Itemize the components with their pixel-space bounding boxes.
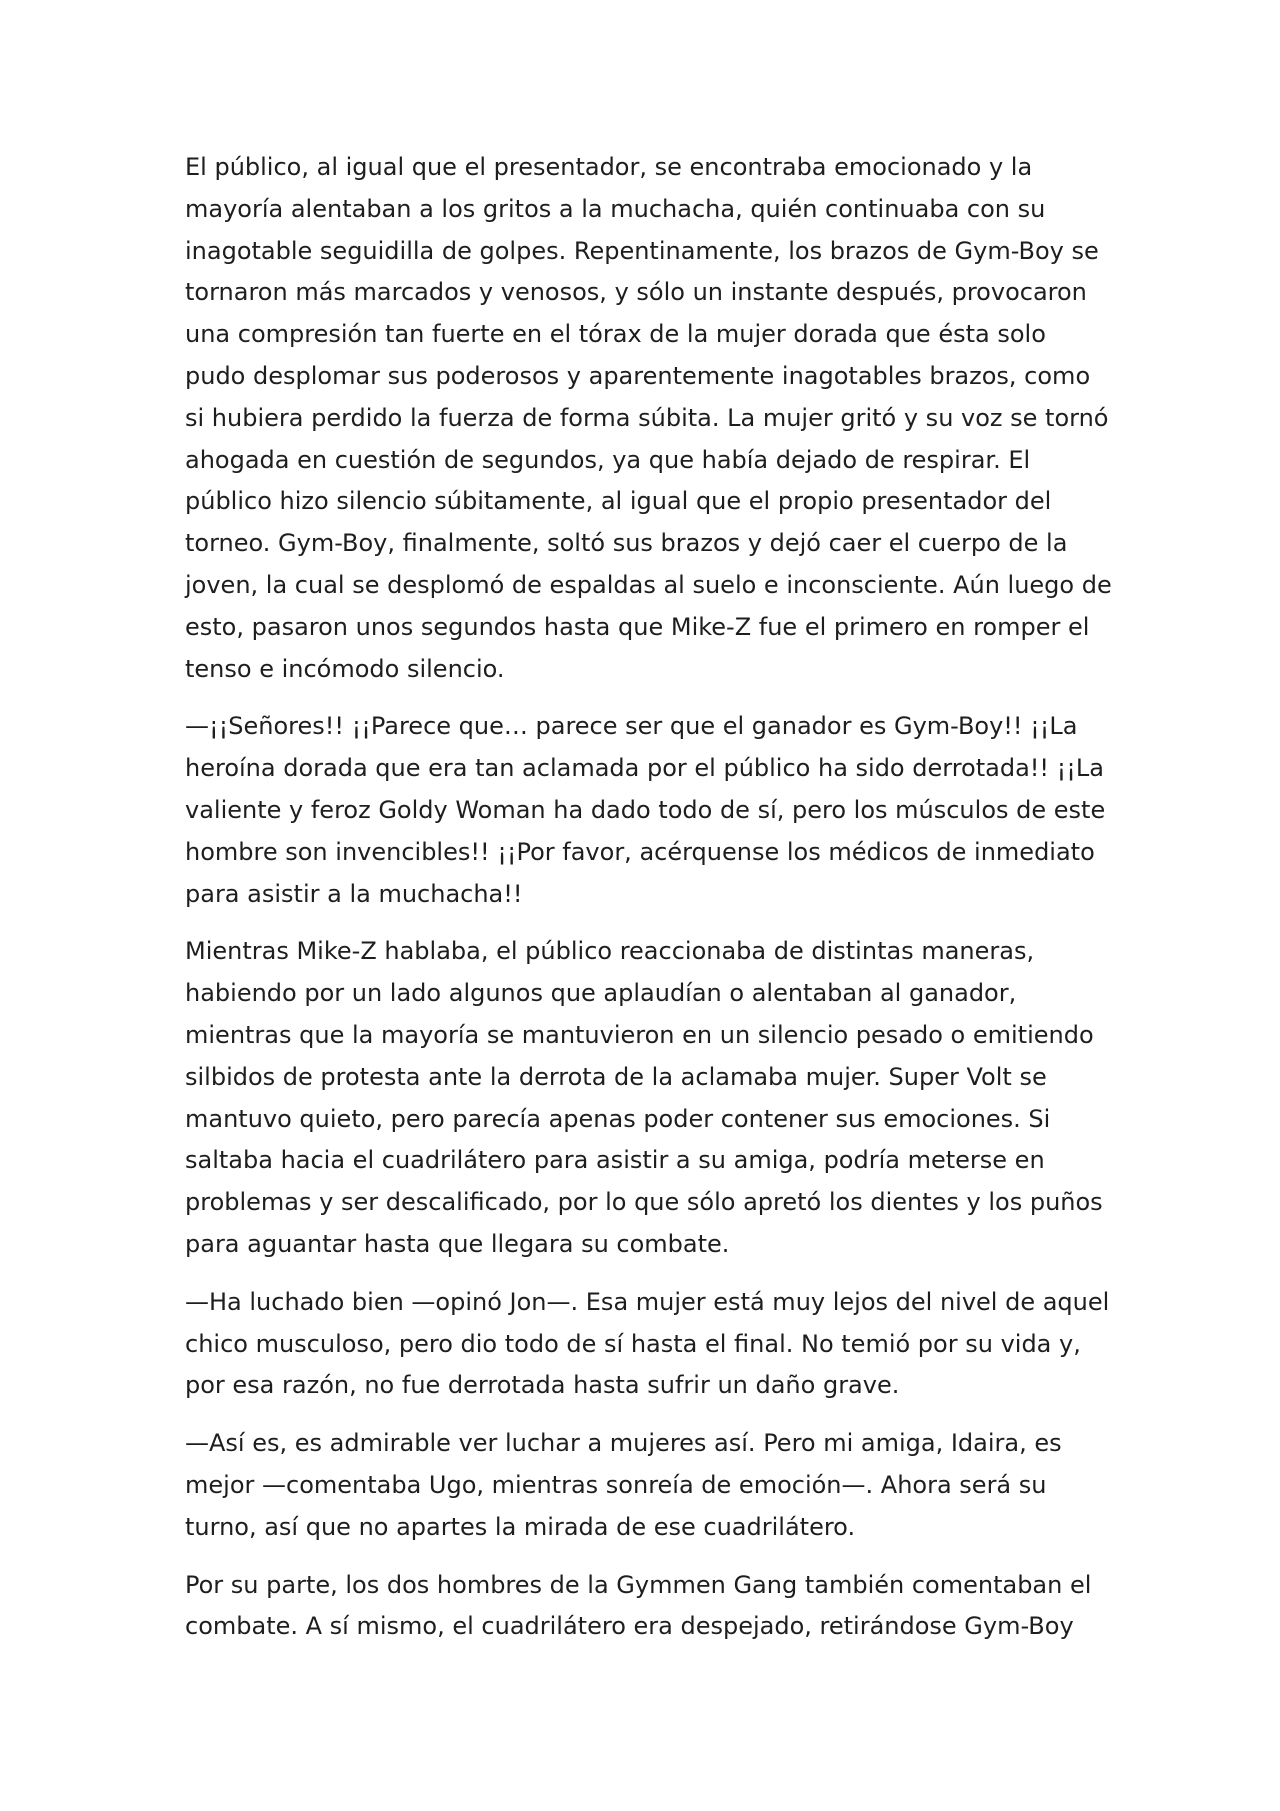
paragraph bbox=[185, 147, 1115, 690]
text-line: pudo desplomar sus poderosos y aparentemente inagotables brazos, como bbox=[185, 361, 1091, 390]
text-line: turno, así que no apartes la mirada de ese cuadrilátero. bbox=[185, 1512, 856, 1541]
text-line: joven, la cual se desplomó de espaldas al suelo e inconsciente. Aún luego de bbox=[185, 570, 1112, 599]
text-line: público hizo silencio súbitamente, al igual que el propio presentador del bbox=[185, 487, 1052, 516]
text-line: por esa razón, no fue derrotada hasta sufrir un daño grave. bbox=[185, 1371, 900, 1400]
paragraph bbox=[185, 931, 1115, 1265]
text-line: —Ha luchado bien —opinó Jon—. Esa mujer está muy lejos del nivel de aquel bbox=[185, 1287, 1110, 1316]
text-line: valiente y feroz Goldy Woman ha dado todo de sí, pero los músculos de este bbox=[185, 795, 1106, 824]
text-line: para asistir a la muchacha!! bbox=[185, 879, 523, 908]
text-line: mejor —comentaba Ugo, mientras sonreía de emoción—. Ahora será su bbox=[185, 1470, 1047, 1499]
text-line: saltaba hacia el cuadrilátero para asistir a su amiga, podría meterse en bbox=[185, 1146, 1045, 1175]
text-line: Por su parte, los dos hombres de la Gymmen Gang también comentaban el bbox=[185, 1570, 1092, 1599]
text-line: esto, pasaron unos segundos hasta que Mike-Z fue el primero en romper el bbox=[185, 612, 1090, 641]
text-line: mientras que la mayoría se mantuvieron en un silencio pesado o emitiendo bbox=[185, 1020, 1094, 1049]
paragraph bbox=[185, 706, 1115, 915]
paragraph bbox=[185, 1423, 1115, 1548]
text-line: problemas y ser descalificado, por lo que sólo apretó los dientes y los puños bbox=[185, 1188, 1103, 1217]
text-line: —¡¡Señores!! ¡¡Parece que… parece ser que el ganador es Gym-Boy!! ¡¡La bbox=[185, 712, 1078, 741]
text-line: inagotable seguidilla de golpes. Repentinamente, los brazos de Gym-Boy se bbox=[185, 236, 1099, 265]
text-line: para aguantar hasta que llegara su combate. bbox=[185, 1229, 730, 1258]
text-line: torneo. Gym-Boy, finalmente, soltó sus brazos y dejó caer el cuerpo de la bbox=[185, 529, 1068, 558]
paragraph bbox=[185, 1282, 1115, 1407]
text-line: una compresión tan fuerte en el tórax de la mujer dorada que ésta solo bbox=[185, 320, 1046, 349]
text-line: tenso e incómodo silencio. bbox=[185, 654, 505, 683]
text-line: heroína dorada que era tan aclamada por el público ha sido derrotada!! ¡¡La bbox=[185, 754, 1104, 783]
text-line: ahogada en cuestión de segundos, ya que había dejado de respirar. El bbox=[185, 445, 1031, 474]
text-line: silbidos de protesta ante la derrota de la aclamaba mujer. Super Volt se bbox=[185, 1062, 1047, 1091]
text-line: combate. A sí mismo, el cuadrilátero era despejado, retirándose Gym-Boy bbox=[185, 1612, 1074, 1641]
text-line: —Así es, es admirable ver luchar a mujeres así. Pero mi amiga, Idaira, es bbox=[185, 1429, 1062, 1458]
text-line: mayoría alentaban a los gritos a la muchacha, quién continuaba con su bbox=[185, 194, 1046, 223]
text-line: si hubiera perdido la fuerza de forma súbita. La mujer gritó y su voz se tornó bbox=[185, 403, 1109, 432]
document-body bbox=[185, 147, 1115, 1664]
text-line: chico musculoso, pero dio todo de sí hasta el final. No temió por su vida y, bbox=[185, 1329, 1081, 1358]
text-line: El público, al igual que el presentador, se encontraba emocionado y la bbox=[185, 153, 1033, 181]
text-line: Mientras Mike-Z hablaba, el público reaccionaba de distintas maneras, bbox=[185, 937, 1035, 966]
text-line: hombre son invencibles!! ¡¡Por favor, acérquense los médicos de inmediato bbox=[185, 837, 1095, 866]
text-line: tornaron más marcados y venosos, y sólo un instante después, provocaron bbox=[185, 278, 1087, 307]
paragraph bbox=[185, 1565, 1115, 1649]
text-line: habiendo por un lado algunos que aplaudían o alentaban al ganador, bbox=[185, 979, 1017, 1008]
text-line: mantuvo quieto, pero parecía apenas poder contener sus emociones. Si bbox=[185, 1104, 1051, 1133]
